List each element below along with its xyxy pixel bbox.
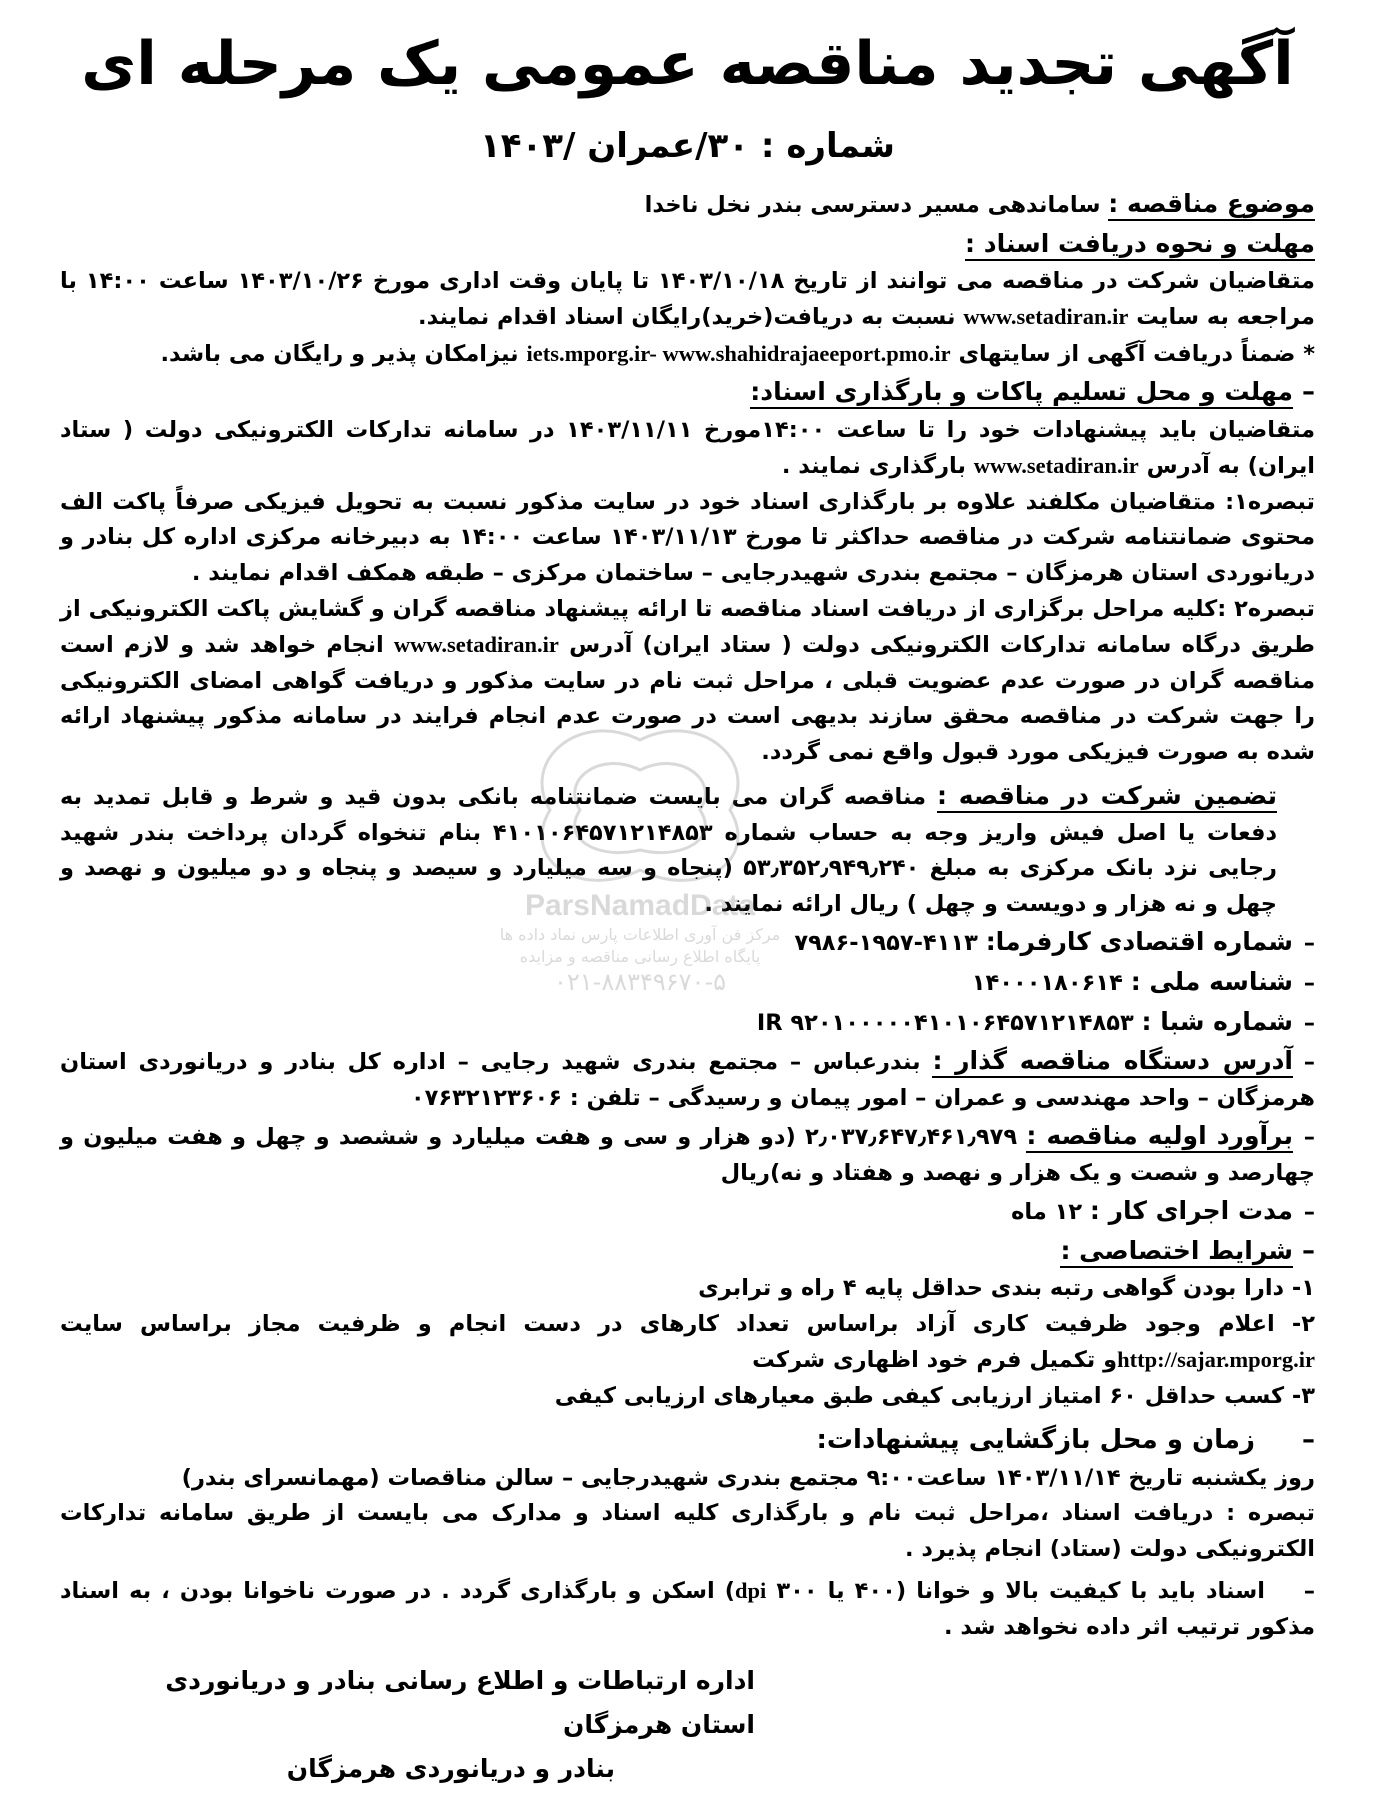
signature-line-2: بنادر و دریانوردی هرمزگان (286, 1753, 615, 1783)
subject-row (60, 184, 1315, 224)
watermark-brand: ParsNamadData (524, 889, 756, 922)
guarantee-row (60, 776, 1315, 922)
setadiran-link-3: www.setadiran.ir (393, 632, 559, 658)
signature-block (60, 1659, 1315, 1790)
receive-docs-heading: مهلت و نحوه دریافت اسناد : (60, 224, 1315, 264)
sajar-link: http://sajar.mporg.ir (1117, 1347, 1315, 1373)
submit-note-2: تبصره۲ :کلیه مراحل برگزاری از دریافت اسناد مناقصه تا ارائه پیشنهاد مناقصه گران و گشایش پاکت الکترونیکی از طریق درگاه سامانه تدارکات الکترونیکی دولت ( ستاد ایران) آدرس www.setadiran.ir انجام خواهد شد و لازم است مناقصه گران در صورت عدم عضویت قبلی ، مراحل ثبت نام در سایت مذکور و دریافت گواهی امضای الکترونیکی را جهت شرکت در مناقصه محقق سازند بدیهی است در صورت عدم انجام فرایند در سامانه مذکور پیشنهاد ارائه شده به صورت فیزیکی مورد قبول واقع نمی گردد. (60, 595, 1315, 765)
duration-row: –مدت اجرای کار : ۱۲ ماه (1011, 1196, 1315, 1226)
address-label: آدرس دستگاه مناقصه گذار : (932, 1046, 1293, 1078)
guarantee-text: مناقصه گران می بایست ضمانتنامه بانکی بدون قید و شرط و قابل تمدید به دفعات یا اصل فیش واریز وجه به حساب شماره ۴۱۰۱۰۶۴۵۷۱۲۱۴۸۵۳ بنام تنخواه گردان پرداخت بندر شهید رجایی نزد بانک مرکزی به مبلغ ۵۳٫۳۵۲٫۹۴۹٫۲۴۰ (پنجاه و سه میلیارد و سیصد و پنجاه و دو میلیون و نهصد و چهل و نه هزار و دویست و چهل ) ریال ارائه نمایند . (60, 784, 1277, 917)
national-id-row: –شناسه ملی : ۱۴۰۰۰۱۸۰۶۱۴ (971, 966, 1315, 996)
sites-link: iets.mporg.ir- www.shahidrajaeeport.pmo.ir (526, 340, 951, 366)
conditions-heading: –شرایط اختصاصی : (1060, 1235, 1315, 1266)
address-text: بندرعباس – مجتمع بندری شهید رجایی – اداره کل بنادر و دریانوردی استان هرمزگان – واحد مهندسی و عمران – امور پیمان و رسیدگی – تلفن : ۰۷۶۳۲۱۲۳۶۰۶ (60, 1049, 1315, 1111)
guarantee-label: تضمین شرکت در مناقصه : (937, 781, 1277, 813)
subject-value: ساماندهی مسیر دسترسی بندر نخل ناخدا (644, 192, 1101, 218)
watermark-line-1: مرکز فن آوری اطلاعات پارس نماد داده ها (499, 925, 781, 944)
opening-time: روز یکشنبه تاریخ ۱۴۰۳/۱۱/۱۴ ساعت۹:۰۰ مجتمع بندری شهیدرجایی – سالن مناقصات (مهمانسرای بندر) (181, 1464, 1315, 1491)
notice-number: شماره : ۳۰/عمران /۱۴۰۳ (480, 126, 895, 166)
estimate-text: ۲٫۰۳۷٫۶۴۷٫۴۶۱٫۹۷۹ (دو هزار و سی و هفت میلیارد و ششصد و چهل و هفت میلیون و چهارصد و شصت و یک هزار و نهصد و هفتاد و نه)ریال (60, 1124, 1315, 1186)
economic-code-row: –شماره اقتصادی کارفرما: ۴۱۱۳-۱۹۵۷-۷۹۸۶ (794, 927, 1315, 957)
opening-note: تبصره : دریافت اسناد ،مراحل ثبت نام و بارگذاری کلیه اسناد و مدارک می بایست از طریق سامانه تدارکات الکترونیکی دولت (ستاد) انجام پذیرد . (60, 1500, 1315, 1562)
condition-item-1: ۱- دارا بودن گواهی رتبه بندی حداقل پایه ۴ راه و ترابری (698, 1275, 1315, 1302)
submit-text: متقاضیان باید پیشنهادات خود را تا ساعت ۱۴:۰۰مورخ ۱۴۰۳/۱۱/۱۱ در سامانه تدارکات الکترونیکی دولت ( ستاد ایران) به آدرس www.setadiran.ir بارگذاری نمایند . (60, 416, 1315, 480)
watermark-line-2: پایگاه اطلاع رسانی مناقصه و مزایده (519, 947, 761, 966)
signature-line-1: اداره ارتباطات و اطلاع رسانی بنادر و دریانوردی استان هرمزگان (165, 1666, 755, 1740)
sheba-row: –شماره شبا : IR ۹۲۰۱۰۰۰۰۰۴۱۰۱۰۶۴۵۷۱۲۱۴۸۵۳ (756, 1006, 1315, 1036)
setadiran-link-2: www.setadiran.ir (973, 453, 1139, 479)
condition-item-2: ۲- اعلام وجود ظرفیت کاری آزاد براساس تعداد کارهای در دست انجام و ظرفیت مجاز براساس سایت http://sajar.mporg.irو تکمیل فرم خود اظهاری شرکت (60, 1310, 1315, 1374)
estimate-label: برآورد اولیه مناقصه : (1026, 1121, 1293, 1153)
opening-heading: –زمان و محل بازگشایی پیشنهادات: (816, 1425, 1315, 1456)
quality-note: –اسناد باید با کیفیت بالا و خوانا (۴۰۰ یا ۳۰۰ dpi) اسکن و بارگذاری گردد . در صورت ناخوانا بودن ، به اسناد مذکور ترتیب اثر داده نخواهد شد . (60, 1578, 1315, 1640)
subject-label: موضوع مناقصه : (1108, 189, 1315, 221)
submit-note-1: تبصره۱: متقاضیان مکلفند علاوه بر بارگذاری اسناد خود در سایت مذکور نسبت به تحویل فیزیکی صرفاً پاکت الف محتوی ضمانتنامه شرکت در مناقصه حداکثر تا مورخ ۱۴۰۳/۱۱/۱۳ ساعت ۱۴:۰۰ به دبیرخانه مرکزی اداره کل بنادر و دریانوردی استان هرمزگان – مجتمع بندری شهیدرجایی – ساختمان مرکزی – طبقه همکف اقدام نمایند . (60, 488, 1315, 586)
submit-heading: –مهلت و محل تسلیم پاکات و بارگذاری اسناد: (750, 377, 1315, 408)
notice-title: آگهی تجدید مناقصه عمومی یک مرحله ای (81, 29, 1294, 99)
receive-docs-note: * ضمناً دریافت آگهی از سایتهای iets.mporg.ir- www.shahidrajaeeport.pmo.ir نیزامکان پذیر و رایگان می باشد. (160, 340, 1315, 367)
estimate-row: –برآورد اولیه مناقصه : ۲٫۰۳۷٫۶۴۷٫۴۶۱٫۹۷۹ (دو هزار و سی و هفت میلیارد و ششصد و چهل و هفت میلیون و چهارصد و شصت و یک هزار و نهصد و هفتاد و نه)ریال (60, 1121, 1315, 1186)
watermark-phone: ۰۲۱-۸۸۳۴۹۶۷۰-۵ (553, 968, 727, 996)
setadiran-link: www.setadiran.ir (963, 304, 1129, 330)
condition-item-3: ۳- کسب حداقل ۶۰ امتیاز ارزیابی کیفی طبق معیارهای ارزیابی کیفی (554, 1382, 1315, 1409)
receive-docs-text: متقاضیان شرکت در مناقصه می توانند از تاریخ ۱۴۰۳/۱۰/۱۸ تا پایان وقت اداری مورخ ۱۴۰۳/۱۰/۲۶ ساعت ۱۴:۰۰ با مراجعه به سایت www.setadiran.ir نسبت به دریافت(خرید)رایگان اسناد اقدام نمایند. (60, 267, 1315, 331)
address-row: –آدرس دستگاه مناقصه گذار : بندرعباس – مجتمع بندری شهید رجایی – اداره کل بنادر و دریانوردی استان هرمزگان – واحد مهندسی و عمران – امور پیمان و رسیدگی – تلفن : ۰۷۶۳۲۱۲۳۶۰۶ (60, 1046, 1315, 1111)
